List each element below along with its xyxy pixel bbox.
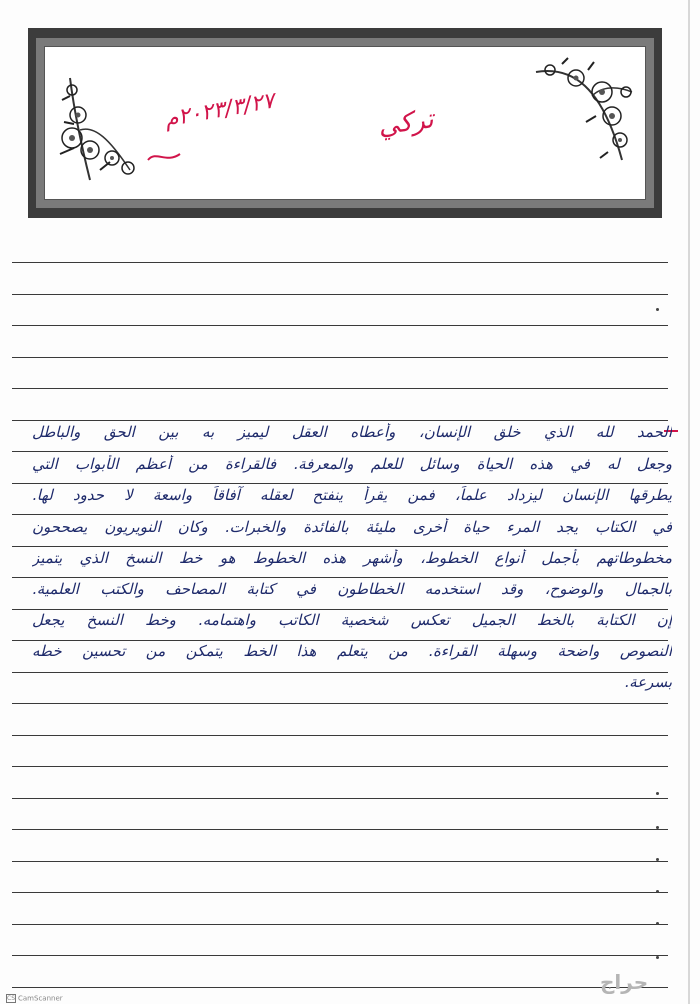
margin-dot — [656, 826, 659, 829]
ruled-line — [12, 829, 668, 830]
right-flower-ornament-icon — [532, 56, 636, 166]
margin-dot — [656, 792, 659, 795]
ruled-line — [12, 609, 668, 610]
margin-dot — [656, 922, 659, 925]
margin-dot — [656, 956, 659, 959]
ruled-line — [12, 955, 668, 956]
ruled-line — [12, 924, 668, 925]
body-line: بالجمال والوضوح، وقد استخدمه الخطاطون في كتابة المصاحف والكتب العلمية. — [32, 580, 672, 598]
ruled-line — [12, 262, 668, 263]
date-underline-stroke — [144, 146, 184, 166]
paper-edge — [688, 0, 690, 1004]
ruled-line — [12, 766, 668, 767]
ruled-line — [12, 577, 668, 578]
body-line: النصوص واضحة وسهلة القراءة. من يتعلم هذا الخط يتمكن من تحسين خطه — [32, 642, 672, 660]
ruled-line — [12, 798, 668, 799]
watermark-logo: حراج — [600, 970, 649, 994]
body-line: بسرعة. — [624, 673, 672, 691]
student-name: تركي — [376, 104, 436, 142]
margin-dot — [656, 308, 659, 311]
ruled-line — [12, 451, 668, 452]
margin-dot — [656, 858, 659, 861]
body-line: وجعل له في هذه الحياة وسائل للعلم والمعرفة. فالقراءة من أعظم الأبواب التي — [32, 455, 672, 473]
ruled-line — [12, 388, 668, 389]
margin-dot — [656, 890, 659, 893]
ruled-line — [12, 483, 668, 484]
body-line: مخطوطاتهم بأجمل أنواع الخطوط، وأشهر هذه الخطوط هو خط النسخ الذي يتميز — [32, 549, 672, 567]
body-line: يطرقها الإنسان ليزداد علماً، فمن يقرأ ينفتح لعقله آفاقاً واسعة لا حدود لها. — [32, 486, 672, 504]
ruled-line — [12, 420, 668, 421]
ruled-line — [12, 546, 668, 547]
scanner-stamp — [6, 994, 63, 1003]
body-line: في الكتاب يجد المرء حياة أخرى مليئة بالفائدة والخبرات. وكان النويريون يصححون — [32, 518, 672, 536]
ruled-line — [12, 294, 668, 295]
ruled-line — [12, 735, 668, 736]
scanner-logo-icon: CS — [7, 995, 15, 1002]
ruled-line — [12, 703, 668, 704]
header-date: ٢٠٢٣/٣/٢٧م — [162, 88, 277, 133]
ruled-line — [12, 892, 668, 893]
ruled-line — [12, 514, 668, 515]
ruled-line — [12, 325, 668, 326]
body-line: الحمد لله الذي خلق الإنسان، وأعطاه العقل ليميز به بين الحق والباطل — [32, 423, 672, 441]
ruled-line — [12, 987, 668, 988]
body-line: إن الكتابة بالخط الجميل تعكس شخصية الكاتب واهتمامه. وخط النسخ يجعل — [32, 611, 672, 629]
ruled-line — [12, 640, 668, 641]
scanner-label: CamScanner — [18, 994, 63, 1003]
ruled-line — [12, 861, 668, 862]
ruled-line — [12, 357, 668, 358]
left-flower-ornament-icon — [50, 70, 140, 188]
